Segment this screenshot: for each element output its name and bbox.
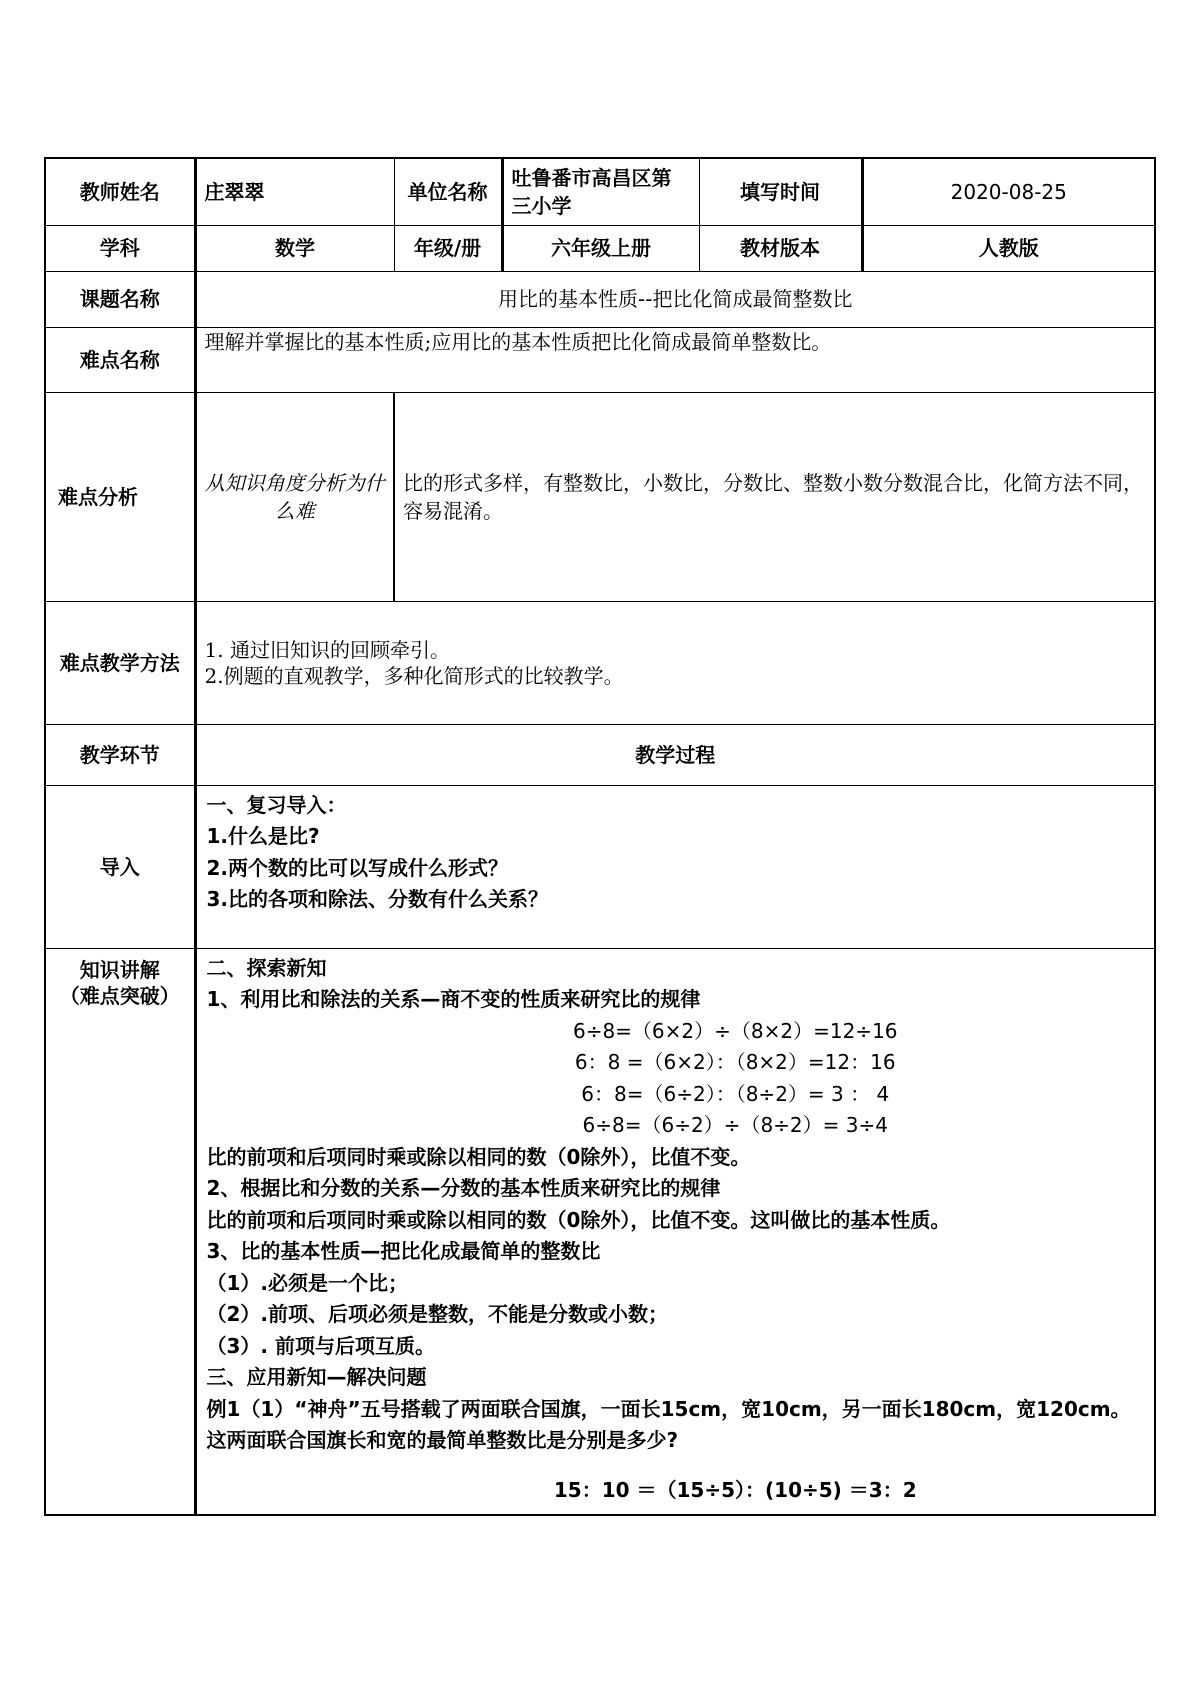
intro-row: [45, 785, 1155, 948]
example-solution: 15：10 ＝（15÷5）：(10÷5) ＝3：2: [553, 1477, 917, 1502]
explain-label: [45, 948, 195, 1515]
method-row: [45, 601, 1155, 724]
topic-value: 用比的基本性质--把比化简成最简整数比: [195, 271, 1155, 327]
date-label: 填写时间: [699, 158, 862, 225]
difficulty-row: [45, 327, 1155, 392]
explain-line: 3、比的基本性质—把比化成最简单的整数比: [206, 1239, 601, 1263]
explain-line: 比的前项和后项同时乘或除以相同的数（0除外），比值不变。: [206, 1144, 751, 1169]
explain-line: （1）.必须是一个比；: [206, 1270, 409, 1295]
topic-label: 课题名称: [45, 271, 195, 327]
intro-question-2: 2.两个数的比可以写成什么形式？: [206, 855, 509, 880]
explain-line: 二、探索新知: [206, 955, 327, 980]
teacher-label: 教师姓名: [45, 158, 195, 225]
header-row-1: [45, 158, 1155, 225]
explain-line: 比的前项和后项同时乘或除以相同的数（0除外），比值不变。这叫做比的基本性质。: [206, 1207, 951, 1232]
intro-question-3: 3.比的各项和除法、分数有什么关系？: [206, 887, 549, 911]
subject-label: 学科: [45, 225, 195, 271]
unit-value: 吐鲁番市高昌区第三小学: [502, 158, 699, 225]
explain-row: [45, 948, 1155, 1515]
grade-label: 年级/册: [394, 225, 502, 271]
difficulty-label: 难点名称: [45, 327, 195, 392]
unit-label: 单位名称: [394, 158, 502, 225]
method-value: [195, 601, 1155, 724]
intro-question-1: 1.什么是比?: [206, 824, 320, 848]
explain-label-sub: （难点突破）: [59, 983, 180, 1008]
intro-content: [195, 785, 1155, 948]
analysis-value: 比的形式多样，有整数比，小数比，分数比、整数小数分数混合比，化简方法不同，容易混淆。: [394, 392, 1155, 601]
explain-line: （2）.前项、后项必须是整数，不能是分数或小数；: [206, 1302, 669, 1326]
explain-line: 2、根据比和分数的关系—分数的基本性质来研究比的规律: [206, 1176, 721, 1200]
method-line-2: 2.例题的直观教学，多种化简形式的比较教学。: [204, 663, 624, 688]
method-line-1: 1. 通过旧知识的回顾牵引。: [204, 637, 450, 662]
edition-value: 人教版: [862, 225, 1155, 271]
intro-label: 导入: [45, 785, 195, 948]
teacher-value: 庄翠翠: [195, 158, 394, 225]
explain-line: （3）. 前项与后项互质。: [206, 1333, 435, 1358]
example-problem: 例1（1）“神舟”五号搭载了两面联合国旗，一面长15cm，宽10cm，另一面长180cm，宽120cm。这两面联合国旗长和宽的最简单整数比是分别是多少?: [206, 1396, 1131, 1452]
explain-line: 三、应用新知—解决问题: [206, 1365, 427, 1389]
explain-content: [195, 948, 1155, 1515]
explain-label-main: 知识讲解: [79, 957, 160, 982]
formula-line: 6：8=（6÷2）：（8÷2）= 3 ： 4: [581, 1081, 890, 1106]
analysis-sub-label: 从知识角度分析为什么难: [195, 392, 394, 601]
explain-line: 1、利用比和除法的关系—商不变的性质来研究比的规律: [206, 987, 701, 1011]
formula-line: 6÷8=（6÷2）÷（8÷2）= 3÷4: [582, 1113, 888, 1137]
formula-line: 6÷8=（6×2）÷（8×2）=12÷16: [572, 1018, 898, 1043]
edition-label: 教材版本: [699, 225, 862, 271]
process-stage-label: 教学环节: [45, 724, 195, 785]
process-label: 教学过程: [195, 724, 1155, 785]
lesson-plan-table: [44, 157, 1156, 1516]
header-row-2: [45, 225, 1155, 271]
analysis-label: 难点分析: [45, 392, 195, 601]
difficulty-value: 理解并掌握比的基本性质;应用比的基本性质把比化简成最简单整数比。: [195, 327, 1155, 392]
date-value: 2020-08-25: [862, 158, 1155, 225]
topic-row: [45, 271, 1155, 327]
spacer: [207, 1457, 1145, 1475]
method-label: 难点教学方法: [45, 601, 195, 724]
process-header-row: [45, 724, 1155, 785]
formula-line: 6：8 =（6×2）：（8×2）=12：16: [574, 1050, 896, 1074]
grade-value: 六年级上册: [502, 225, 699, 271]
subject-value: 数学: [195, 225, 394, 271]
intro-heading: 一、复习导入：: [206, 792, 347, 817]
analysis-row: [45, 392, 1155, 601]
